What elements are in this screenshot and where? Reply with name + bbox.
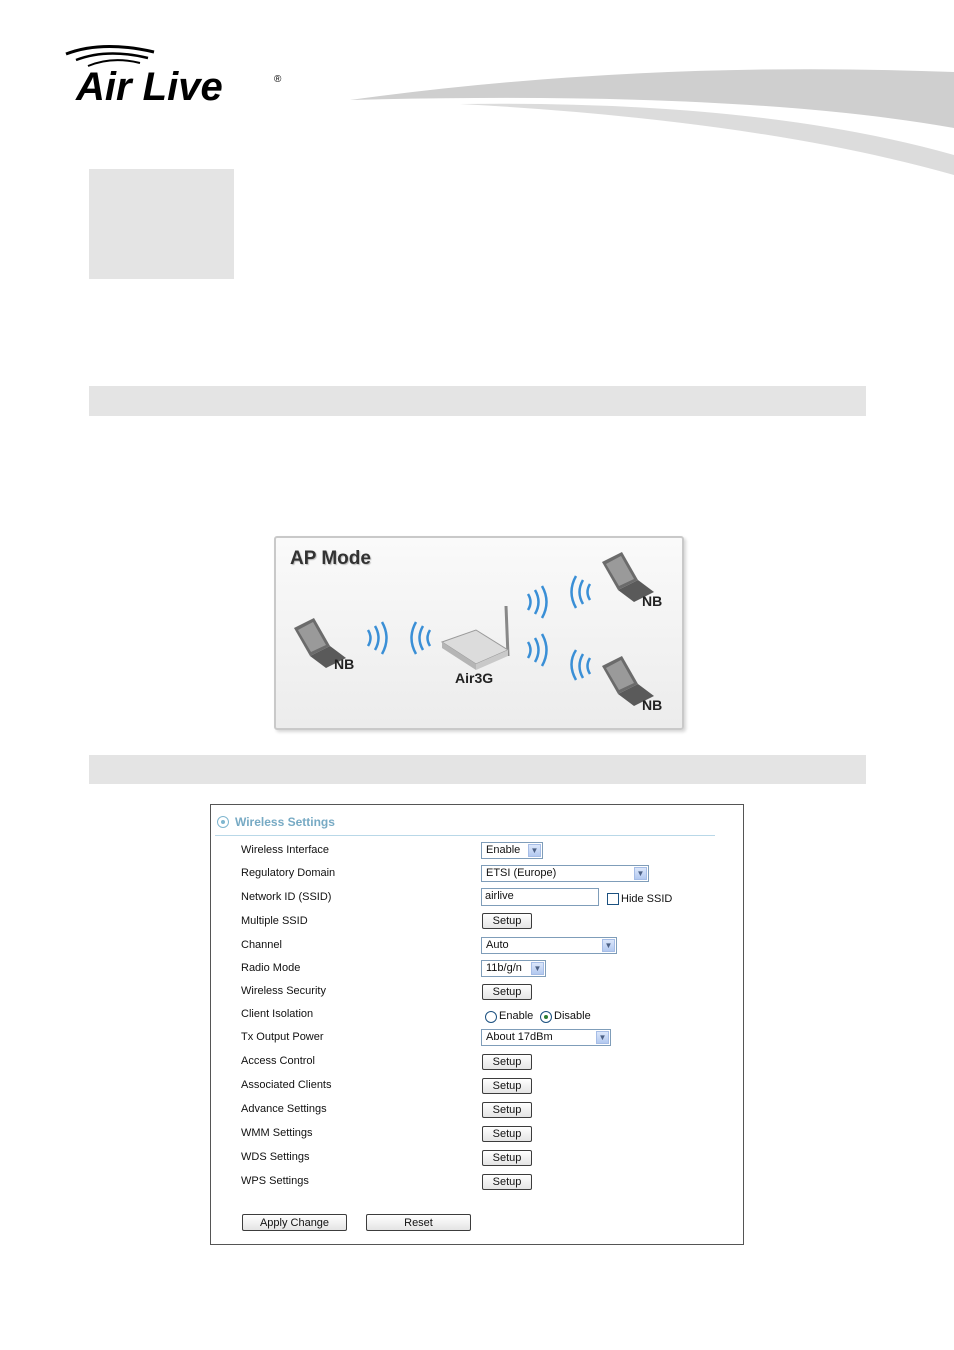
- hide-ssid-label: Hide SSID: [621, 893, 673, 905]
- chevron-down-icon: ▼: [528, 844, 541, 857]
- chevron-down-icon: ▼: [531, 962, 544, 975]
- hide-ssid-checkbox[interactable]: [607, 893, 619, 905]
- wireless-interface-label: Wireless Interface: [241, 844, 330, 856]
- chevron-down-icon: ▼: [602, 939, 615, 952]
- network-id-label: Network ID (SSID): [241, 891, 332, 903]
- regulatory-domain-value: ETSI (Europe): [486, 867, 557, 879]
- apply-change-button[interactable]: Apply Change: [242, 1214, 347, 1231]
- client-isolation-disable-label: Disable: [554, 1010, 591, 1022]
- ssid-input[interactable]: airlive: [481, 888, 599, 906]
- multiple-ssid-label: Multiple SSID: [241, 915, 308, 927]
- registered-mark: ®: [274, 74, 282, 85]
- chevron-down-icon: ▼: [634, 867, 647, 880]
- router-icon: [442, 606, 508, 670]
- diagram-title: AP Mode: [290, 548, 371, 569]
- wireless-security-label: Wireless Security: [241, 985, 326, 997]
- channel-select[interactable]: [481, 937, 617, 954]
- associated-clients-setup-button[interactable]: Setup: [482, 1078, 532, 1094]
- label-nb-top-right: NB: [642, 593, 663, 609]
- tx-output-power-label: Tx Output Power: [241, 1031, 324, 1043]
- chevron-down-icon: ▼: [596, 1031, 609, 1044]
- radio-mode-select[interactable]: [481, 960, 546, 977]
- airlive-logo: [62, 42, 292, 112]
- header-swoosh: [340, 60, 954, 180]
- brand-name: Air Live: [76, 65, 223, 109]
- panel-title: Wireless Settings: [235, 815, 335, 829]
- wds-settings-setup-button[interactable]: Setup: [482, 1150, 532, 1166]
- ap-mode-diagram: [274, 536, 684, 730]
- advance-settings-label: Advance Settings: [241, 1103, 327, 1115]
- wireless-security-setup-button[interactable]: Setup: [482, 984, 532, 1000]
- tx-output-power-select[interactable]: [481, 1029, 611, 1046]
- radio-mode-label: Radio Mode: [241, 962, 301, 974]
- wireless-settings-panel: [210, 804, 744, 1245]
- associated-clients-label: Associated Clients: [241, 1079, 332, 1091]
- advance-settings-setup-button[interactable]: Setup: [482, 1102, 532, 1118]
- wireless-interface-value: Enable: [486, 844, 521, 856]
- access-control-label: Access Control: [241, 1055, 315, 1067]
- label-nb-bottom-right: NB: [642, 697, 663, 713]
- wds-settings-label: WDS Settings: [241, 1151, 310, 1163]
- channel-value: Auto: [486, 939, 509, 951]
- label-router: Air3G: [455, 670, 494, 686]
- client-isolation-enable-label: Enable: [499, 1010, 534, 1022]
- reset-button[interactable]: Reset: [366, 1214, 471, 1231]
- regulatory-domain-select[interactable]: [481, 865, 649, 882]
- client-isolation-label: Client Isolation: [241, 1008, 314, 1020]
- wireless-interface-select[interactable]: [481, 842, 543, 859]
- regulatory-domain-label: Regulatory Domain: [241, 867, 336, 879]
- wps-settings-label: WPS Settings: [241, 1175, 309, 1187]
- section-bullet-icon: [217, 816, 229, 828]
- access-control-setup-button[interactable]: Setup: [482, 1054, 532, 1070]
- multiple-ssid-setup-button[interactable]: Setup: [482, 913, 532, 929]
- wmm-settings-label: WMM Settings: [241, 1127, 313, 1139]
- label-nb-left: NB: [334, 656, 355, 672]
- wps-settings-setup-button[interactable]: Setup: [482, 1174, 532, 1190]
- section-heading-bar: [89, 386, 866, 416]
- section-heading-bar: [89, 755, 866, 784]
- tx-output-power-value: About 17dBm: [486, 1031, 553, 1043]
- panel-header: [215, 815, 715, 836]
- client-isolation-disable-radio[interactable]: [540, 1011, 552, 1023]
- client-isolation-enable-radio[interactable]: [485, 1011, 497, 1023]
- channel-label: Channel: [241, 939, 282, 951]
- wmm-settings-setup-button[interactable]: Setup: [482, 1126, 532, 1142]
- radio-mode-value: 11b/g/n: [486, 962, 522, 974]
- chapter-number-box: [89, 169, 234, 279]
